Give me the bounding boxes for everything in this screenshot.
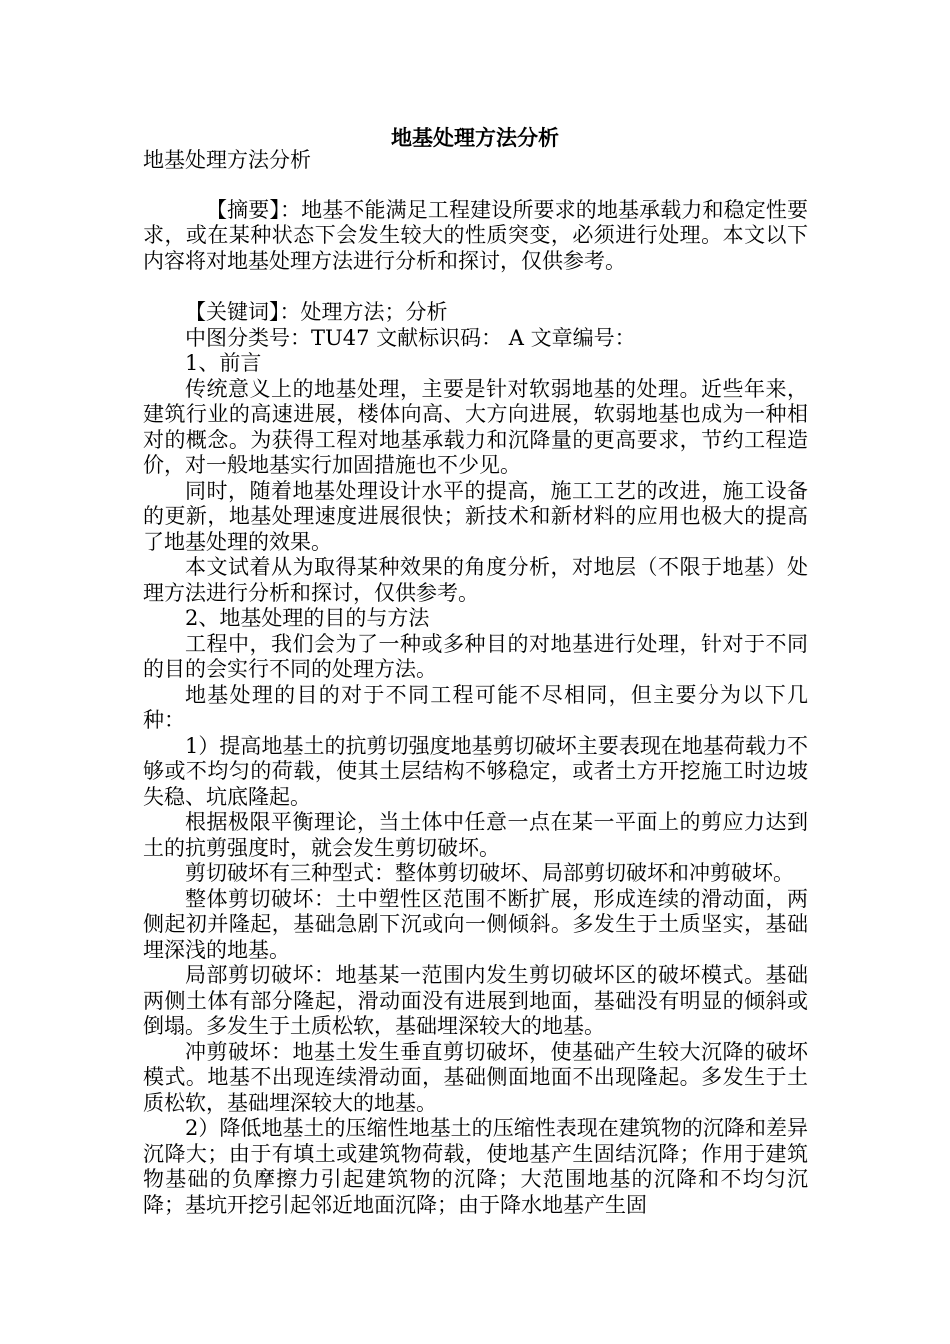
body-paragraph: 同时，随着地基处理设计水平的提高，施工工艺的改进，施工设备的更新，地基处理速度进展很快；新技术和新材料的应用也极大的提高了地基处理的效果。: [143, 478, 808, 554]
body-paragraph: 本文试着从为取得某种效果的角度分析，对地层（不限于地基）处理方法进行分析和探讨，仅供参考。: [143, 555, 808, 605]
body-paragraph: 局部剪切破坏：地基某一范围内发生剪切破坏区的破坏模式。基础两侧土体有部分隆起，滑动面没有进展到地面，基础没有明显的倾斜或倒塌。多发生于土质松软，基础埋深较大的地基。: [143, 963, 808, 1038]
body-paragraph: 工程中，我们会为了一种或多种目的对地基进行处理，针对于不同的目的会实行不同的处理方法。: [143, 631, 808, 681]
section-heading-purpose: 2、地基处理的目的与方法: [185, 606, 430, 630]
body-paragraph: 2）降低地基土的压缩性地基土的压缩性表现在建筑物的沉降和差异沉降大；由于有填土或建筑物荷载，使地基产生固结沉降；作用于建筑物基础的负摩擦力引起建筑物的沉降；大范围地基的沉降和不均匀沉降；基坑开挖引起邻近地面沉降；由于降水地基产生固: [143, 1116, 808, 1217]
document-title: 地基处理方法分析: [391, 125, 559, 150]
abstract-paragraph: 【摘要】：地基不能满足工程建设所要求的地基承载力和稳定性要求，或在某种状态下会发生较大的性质突变，必须进行处理。本文以下内容将对地基处理方法进行分析和探讨，仅供参考。: [143, 197, 808, 273]
spacer: [143, 174, 808, 198]
section-heading-preface: 1、前言: [185, 351, 262, 375]
body-paragraph: 根据极限平衡理论，当土体中任意一点在某一平面上的剪应力达到土的抗剪强度时，就会发生剪切破坏。: [143, 810, 808, 860]
body-paragraph: 传统意义上的地基处理，主要是针对软弱地基的处理。近些年来，建筑行业的高速进展，楼体向高、大方向进展，软弱地基也成为一种相对的概念。为获得工程对地基承载力和沉降量的更高要求，节约工程造价，对一般地基实行加固措施也不少见。: [143, 376, 808, 477]
spacer: [143, 274, 808, 300]
body-paragraph: 剪切破坏有三种型式：整体剪切破坏、局部剪切破坏和冲剪破坏。: [185, 861, 794, 885]
keywords-line: 【关键词】：处理方法；分析: [185, 300, 448, 324]
body-paragraph: 冲剪破坏：地基土发生垂直剪切破坏，使基础产生较大沉降的破坏模式。地基不出现连续滑动面，基础侧面地面不出现隆起。多发生于土质松软，基础埋深较大的地基。: [143, 1039, 808, 1115]
document-subtitle: 地基处理方法分析: [143, 148, 311, 172]
classification-line: 中图分类号：TU47 文献标识码： A 文章编号：: [185, 325, 636, 350]
body-paragraph: 1）提高地基土的抗剪切强度地基剪切破坏主要表现在地基荷载力不够或不均匀的荷载，使其土层结构不够稳定，或者土方开挖施工时边坡失稳、坑底隆起。: [143, 733, 808, 809]
body-paragraph: 地基处理的目的对于不同工程可能不尽相同，但主要分为以下几种：: [143, 682, 808, 732]
body-paragraph: 整体剪切破坏：土中塑性区范围不断扩展，形成连续的滑动面，两侧起初并隆起，基础急剧下沉或向一侧倾斜。多发生于土质坚实，基础埋深浅的地基。: [143, 886, 808, 962]
document-body: [143, 148, 808, 1218]
